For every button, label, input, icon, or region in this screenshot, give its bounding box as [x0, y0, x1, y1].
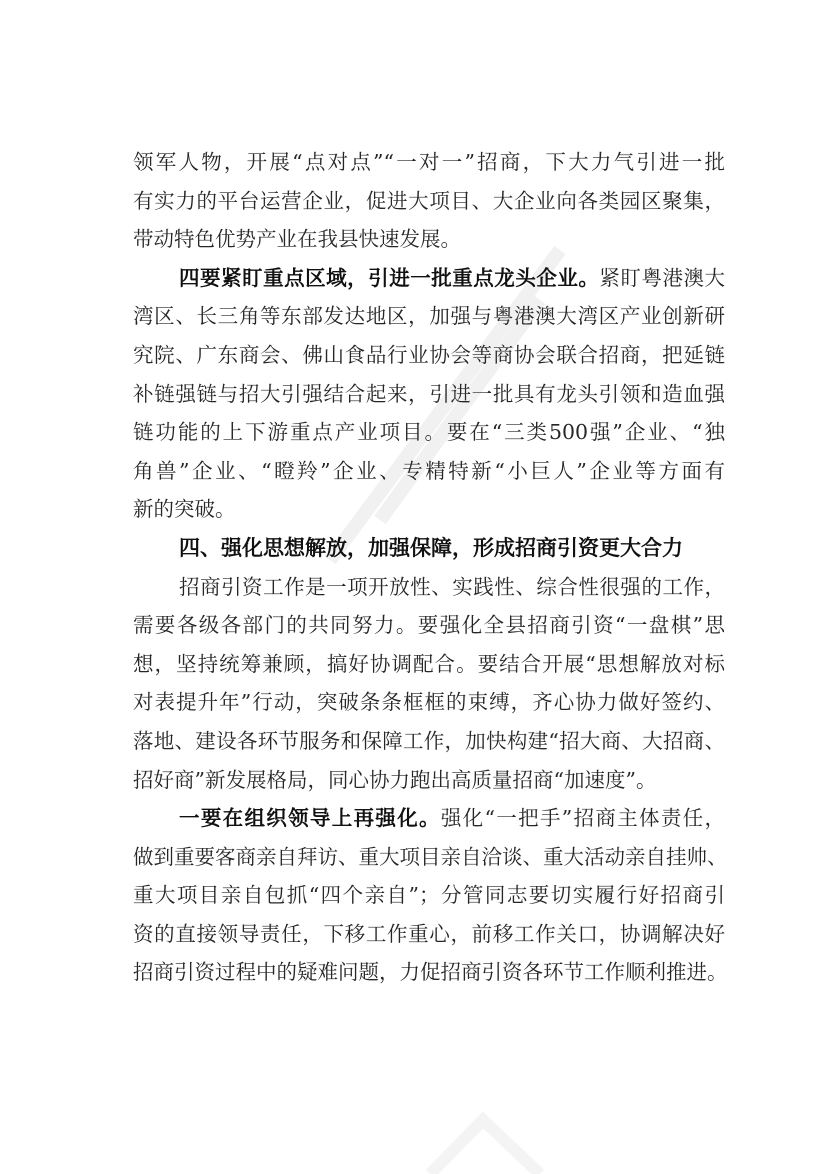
- text-line: 招商引资过程中的疑难问题，力促招商引资各环节工作顺利推进。: [133, 960, 728, 985]
- text-line: 需要各级各部门的共同努力。要强化全县招商引资“一盘棋”思: [133, 613, 725, 638]
- paragraph-body: [133, 568, 725, 800]
- section-heading: [133, 529, 725, 568]
- text-line: 链功能的上下游重点产业项目。要在“三类500强”企业、“独: [133, 420, 725, 445]
- text-line: 想，坚持统筹兼顾，搞好协调配合。要结合开展“思想解放对标: [133, 651, 725, 676]
- text-line: 补链强链与招大引强结合起来，引进一批具有龙头引领和造血强: [133, 381, 725, 406]
- text-line: 领军人物，开展“点对点”“一对一”招商，下大力气引进一批: [133, 150, 725, 174]
- text-run: 紧盯粤港澳大: [599, 265, 726, 290]
- text-line: 角兽”企业、“瞪羚”企业、专精特新“小巨人”企业等方面有: [133, 458, 725, 483]
- text-line: 新的突破。: [133, 497, 236, 522]
- text-run: 强化“一把手”招商主体责任，: [440, 806, 725, 831]
- document-body: [133, 143, 728, 992]
- text-line: 落地、建设各环节服务和保障工作，加快构建“招大商、大招商、: [133, 728, 725, 753]
- paragraph-lead: 四要紧盯重点区域，引进一批重点龙头企业。: [179, 265, 600, 290]
- text-line: 招好商”新发展格局，同心协力跑出高质量招商“加速度”。: [133, 767, 657, 792]
- text-line: 重大项目亲自包抓“四个亲自”；分管同志要切实履行好招商引: [133, 883, 725, 908]
- paragraph-organization-leadership: [133, 799, 728, 992]
- text-line: [133, 799, 725, 838]
- text-line: 资的直接领导责任，下移工作重心，前移工作关口，协调解决好: [133, 921, 725, 946]
- paragraph-key-regions: [133, 259, 725, 529]
- text-line: 有实力的平台运营企业，促进大项目、大企业向各类园区聚集，: [133, 188, 725, 213]
- text-line: 湾区、长三角等东部发达地区，加强与粤港澳大湾区产业创新研: [133, 304, 725, 329]
- paragraph-lead: 一要在组织领导上再强化。: [179, 806, 441, 831]
- text-line: 对表提升年”行动，突破条条框框的束缚，齐心协力做好签约、: [133, 690, 725, 715]
- text-line: 究院、广东商会、佛山食品行业协会等商协会联合招商，把延链: [133, 342, 725, 367]
- paragraph-continuation: [133, 143, 725, 259]
- text-line: 做到重要客商亲自拜访、重大项目亲自洽谈、重大活动亲自挂帅、: [133, 844, 728, 869]
- text-line: 招商引资工作是一项开放性、实践性、综合性很强的工作，: [179, 574, 725, 599]
- text-line: [133, 259, 725, 298]
- section-heading-text: 四、强化思想解放，加强保障，形成招商引资更大合力: [179, 535, 683, 560]
- text-line: 带动特色优势产业在我县快速发展。: [133, 227, 461, 252]
